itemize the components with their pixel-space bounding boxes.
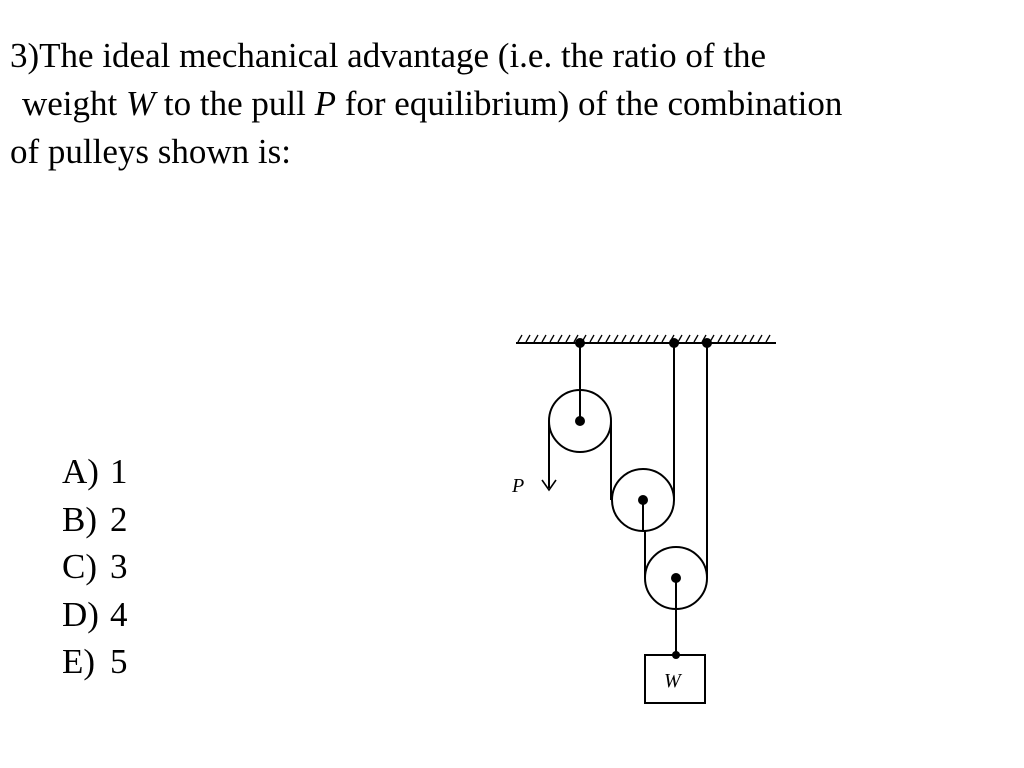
question-line-3: of pulleys shown is: (10, 132, 291, 171)
question-number: 3) (10, 36, 40, 75)
pulley-3-axle (671, 573, 681, 583)
weight-hook (672, 651, 680, 659)
weight-label: W (664, 670, 681, 692)
pull-symbol: P (314, 84, 336, 123)
option-e[interactable] (62, 638, 128, 686)
question-line-2-part-c: for equilibrium) of the combination (336, 84, 843, 123)
anchor-2 (669, 338, 679, 348)
question-line-2 (10, 80, 1000, 128)
option-value: 2 (110, 499, 128, 539)
option-b[interactable] (62, 496, 128, 544)
option-value: 5 (110, 642, 128, 681)
option-value: 1 (110, 452, 128, 491)
option-value: 3 (110, 547, 128, 586)
question-text (10, 32, 1000, 176)
option-letter: E) (62, 642, 96, 681)
option-a[interactable] (62, 448, 128, 496)
ceiling-hatching (518, 335, 770, 342)
option-letter: A) (62, 452, 99, 491)
question-line-2-part-b: to the pull (155, 84, 315, 123)
pull-label: P (512, 475, 525, 497)
option-value: 4 (110, 594, 128, 634)
option-d[interactable] (62, 591, 128, 639)
pulley-1-axle (575, 416, 585, 426)
question-line-1-text: The ideal mechanical advantage (i.e. the ratio of the (39, 36, 767, 75)
pulley-2-axle (638, 495, 648, 505)
option-letter: B) (62, 499, 97, 539)
question-line-2-part-a: weight (22, 84, 127, 123)
anchor-3 (702, 338, 712, 348)
option-c[interactable] (62, 543, 128, 591)
option-letter: D) (62, 594, 99, 634)
pulley-diagram (505, 325, 790, 710)
option-letter: C) (62, 547, 97, 586)
question-line-1 (10, 32, 1000, 80)
weight-symbol: W (126, 84, 156, 123)
anchor-1 (575, 338, 585, 348)
answer-options (62, 448, 128, 686)
